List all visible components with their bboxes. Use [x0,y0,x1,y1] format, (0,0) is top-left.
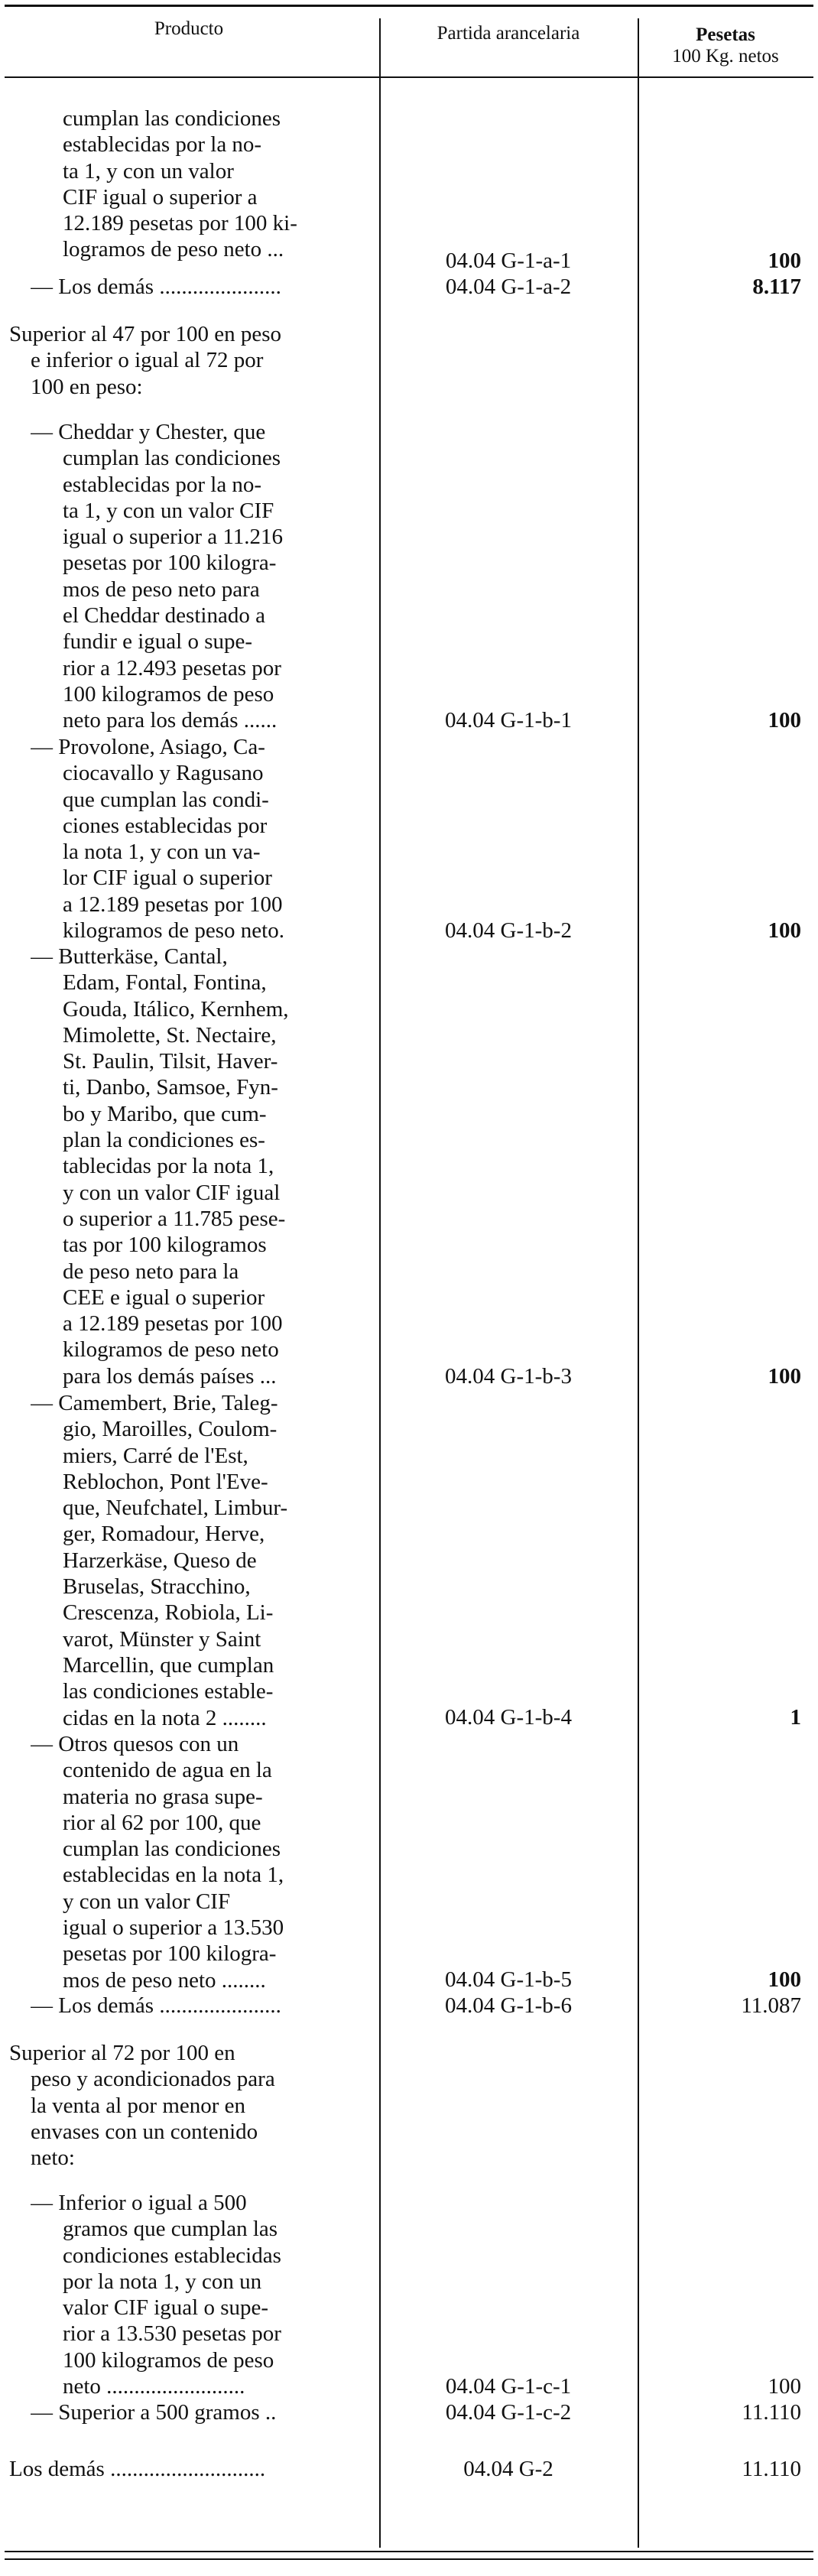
description-line: gio, Maroilles, Coulom- [63,1417,278,1442]
description-line: 100 kilogramos de peso [63,681,274,707]
description-line: tablecidas por la nota 1, [63,1154,274,1179]
description-line: lor CIF igual o superior [63,866,272,891]
product-description [31,274,390,300]
description-line: establecidas por la no- [63,132,262,158]
description-line: Edam, Fontal, Fontina, [63,970,267,996]
description-line: CEE e igual o superior [63,1285,265,1310]
description-line: ciocavallo y Ragusano [63,761,264,786]
tariff-code: 04.04 G-1-c-2 [445,2400,572,2425]
tariff-code: 04.04 G-1-a-1 [445,249,572,273]
header-partida: Partida arancelaria [437,23,580,44]
description-line: kilogramos de peso neto. [63,918,284,944]
description-line: la nota 1, y con un va- [63,840,261,865]
description-line: peso y acondicionados para [31,2067,275,2092]
description-line: — Camembert, Brie, Taleg- [31,1391,278,1415]
description-line: envases con un contenido [31,2119,258,2144]
description-line: pesetas por 100 kilogra- [63,551,277,576]
description-line: Reblochon, Pont l'Eve- [63,1469,268,1494]
description-line: plan la condiciones es- [63,1128,265,1153]
description-line: gramos que cumplan las [63,2217,278,2242]
header-product: Producto [154,18,224,39]
product-description [31,734,390,944]
product-description [31,419,390,734]
tariff-code: 04.04 G-1-b-1 [445,708,572,733]
description-line: ta 1, y con un valor CIF [63,498,274,523]
product-description [31,1993,390,2019]
description-line: o superior a 11.785 pese- [63,1206,286,1231]
tariff-value: 11.110 [742,2400,801,2425]
description-line: que cumplan las condi- [63,787,269,812]
description-line: 12.189 pesetas por 100 ki- [63,211,297,236]
tariff-code: 04.04 G-1-b-3 [445,1364,572,1389]
description-line: de peso neto para la [63,1259,239,1284]
description-line: neto para los demás ...... [63,708,278,733]
description-line: igual o superior a 13.530 [63,1915,284,1941]
description-line: a 12.189 pesetas por 100 [63,892,283,917]
product-description [9,2456,368,2482]
header-rule [5,76,813,78]
description-line: establecidas por la no- [63,472,262,497]
description-line: Crescenza, Robiola, Li- [63,1600,274,1626]
description-line: Marcellin, que cumplan [63,1652,274,1678]
description-line: condiciones establecidas [63,2243,281,2268]
description-line: cumplan las condiciones [63,106,281,131]
description-line: igual o superior a 11.216 [63,525,284,550]
description-line: logramos de peso neto ... [63,237,284,262]
product-description [31,2190,390,2399]
description-line: Bruselas, Stracchino, [63,1574,251,1600]
description-line: — Provolone, Asiago, Ca- [31,735,265,759]
description-line: ti, Danbo, Samsoe, Fyn- [63,1075,278,1100]
description-line: — Los demás ...................... [31,1993,281,2018]
description-line: Superior al 47 por 100 en peso [9,322,281,346]
section-heading [9,321,368,400]
description-line: — Los demás ...................... [31,274,281,299]
tariff-code: 04.04 G-1-b-5 [445,1967,572,1992]
description-line: para los demás países ... [63,1363,277,1389]
description-line: e inferior o igual al 72 por [31,348,264,373]
description-line: las condiciones estable- [63,1679,274,1704]
description-line: — Otros quesos con un [31,1732,239,1756]
description-line: 100 en peso: [31,374,143,399]
description-line: St. Paulin, Tilsit, Haver- [63,1049,278,1074]
description-line: establecidas en la nota 1, [63,1863,284,1888]
tariff-code: 04.04 G-1-c-1 [445,2374,572,2399]
tariff-value: 8.117 [752,274,801,299]
tariff-value: 1 [790,1705,801,1730]
product-description [31,944,390,1389]
description-line: y con un valor CIF [63,1889,231,1914]
description-line: materia no grasa supe- [63,1784,263,1809]
description-line: — Inferior o igual a 500 [31,2191,247,2215]
bottom-rule-double [5,2558,813,2560]
description-line: cumplan las condiciones [63,1837,281,1862]
product-description [63,106,422,263]
description-line: por la nota 1, y con un [63,2269,262,2294]
description-line: ciones establecidas por [63,813,268,838]
description-line: Los demás ............................ [9,2457,266,2481]
tariff-code: 04.04 G-2 [463,2457,553,2481]
tariff-value: 100 [768,1967,801,1992]
description-line: cumplan las condiciones [63,446,281,471]
tariff-code: 04.04 G-1-a-2 [445,274,572,299]
column-divider-2 [638,18,639,2548]
description-line: el Cheddar destinado a [63,603,265,629]
description-line: — Cheddar y Chester, que [31,420,266,444]
tariff-value: 100 [768,249,801,273]
description-line: a 12.189 pesetas por 100 [63,1311,283,1337]
header-pesetas [644,24,807,67]
description-line: y con un valor CIF igual [63,1180,281,1205]
description-line: la venta al por menor en [31,2093,246,2118]
header-pesetas-line1: Pesetas [696,24,755,45]
description-line: rior a 13.530 pesetas por [63,2321,281,2347]
description-line: ger, Romadour, Herve, [63,1522,265,1547]
description-line: mos de peso neto ........ [63,1967,266,1993]
description-line: neto: [31,2146,75,2171]
top-rule [5,5,813,7]
product-description [31,1390,390,1731]
description-line: valor CIF igual o supe- [63,2295,269,2321]
description-line: varot, Münster y Saint [63,1626,261,1652]
description-line: Mimolette, St. Nectaire, [63,1022,277,1048]
description-line: pesetas por 100 kilogra- [63,1941,277,1967]
description-line: Harzerkäse, Queso de [63,1548,257,1573]
description-line: 100 kilogramos de peso [63,2347,274,2373]
description-line: Superior al 72 por 100 en [9,2041,235,2065]
description-line: que, Neufchatel, Limbur- [63,1496,288,1521]
bottom-rule [5,2551,813,2552]
tariff-code: 04.04 G-1-b-4 [445,1705,572,1730]
tariff-code: 04.04 G-1-b-6 [445,1993,572,2018]
tariff-code: 04.04 G-1-b-2 [445,918,572,943]
section-heading [9,2040,368,2171]
product-description [31,2399,390,2425]
description-line: Gouda, Itálico, Kernhem, [63,996,289,1022]
description-line: tas por 100 kilogramos [63,1233,267,1258]
description-line: cidas en la nota 2 ........ [63,1705,267,1730]
product-description [31,1731,390,1993]
tariff-value: 100 [768,708,801,733]
description-line: contenido de agua en la [63,1758,272,1783]
tariff-value: 100 [768,1364,801,1389]
description-line: rior a 12.493 pesetas por [63,655,281,681]
description-line: mos de peso neto para [63,577,260,602]
description-line: neto ......................... [63,2374,245,2399]
description-line: — Butterkäse, Cantal, [31,944,228,969]
tariff-value: 11.087 [741,1993,801,2018]
tariff-value: 11.110 [742,2457,801,2481]
description-line: fundir e igual o supe- [63,629,253,655]
tariff-value: 100 [768,2374,801,2399]
tariff-value: 100 [768,918,801,943]
description-line: ta 1, y con un valor [63,158,234,184]
description-line: CIF igual o superior a [63,184,258,210]
description-line: bo y Maribo, que cum- [63,1101,267,1126]
description-line: rior al 62 por 100, que [63,1810,261,1835]
description-line: miers, Carré de l'Est, [63,1443,248,1468]
description-line: kilogramos de peso neto [63,1337,279,1363]
description-line: — Superior a 500 gramos .. [31,2400,277,2425]
header-pesetas-line2: 100 Kg. netos [672,46,779,67]
